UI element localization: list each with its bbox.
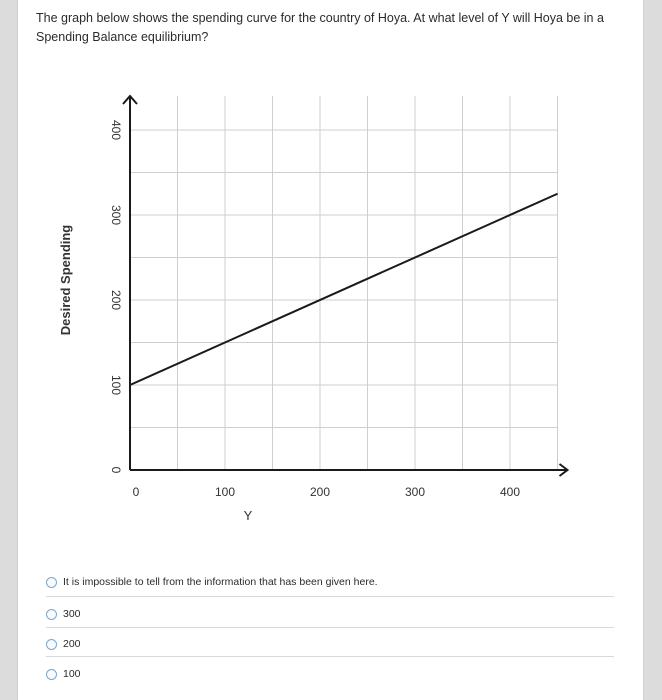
y-tick-label: 0: [109, 466, 123, 474]
answer-option-label: 200: [63, 638, 81, 650]
radio-icon[interactable]: [46, 609, 57, 620]
answer-option-300[interactable]: [46, 606, 81, 622]
answer-option-100[interactable]: [46, 666, 81, 682]
x-tick-label: 200: [309, 485, 331, 499]
y-axis-title: Desired Spending: [58, 224, 73, 336]
radio-icon[interactable]: [46, 577, 57, 588]
x-tick-label: 300: [404, 485, 426, 499]
y-tick-label: 300: [109, 204, 123, 226]
answer-option-200[interactable]: [46, 636, 81, 652]
answer-option-impossible[interactable]: [46, 574, 378, 590]
spending-chart: [18, 0, 643, 560]
spending-curve-line: [130, 194, 558, 385]
question-text: The graph below shows the spending curve for the country of Hoya. At what level of Y will Hoya be in a Spending Balance equilibrium?: [36, 11, 604, 44]
x-tick-label: 400: [499, 485, 521, 499]
answer-option-label: It is impossible to tell from the information that has been given here.: [63, 576, 378, 588]
y-tick-label: 400: [109, 119, 123, 141]
radio-icon[interactable]: [46, 669, 57, 680]
chart-labels: [58, 120, 520, 523]
chart-grid: [130, 96, 558, 470]
option-divider: [46, 656, 614, 657]
chart-series: [130, 194, 558, 385]
radio-icon[interactable]: [46, 639, 57, 650]
x-tick-label: 0: [132, 485, 140, 499]
question-card: [18, 0, 643, 700]
y-tick-label: 100: [109, 374, 123, 396]
option-divider: [46, 596, 614, 597]
option-divider: [46, 627, 614, 628]
x-tick-label: 100: [214, 485, 236, 499]
chart-axes: [123, 96, 568, 476]
answer-option-label: 100: [63, 668, 81, 680]
answer-option-label: 300: [63, 608, 81, 620]
y-tick-label: 200: [109, 289, 123, 311]
x-axis-title: Y: [243, 508, 253, 523]
